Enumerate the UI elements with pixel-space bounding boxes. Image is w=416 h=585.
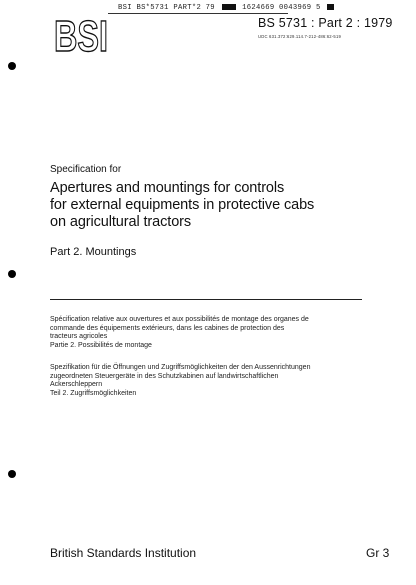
header-rule [108,13,288,14]
german-line: Teil 2. Zugriffsmöglichkeiten [50,389,137,397]
barcode-block-icon [222,4,236,10]
part-subtitle: Part 2. Mountings [50,246,137,258]
spec-for-label: Specification for [50,164,122,175]
catalogue-code-part3: 1624669 0043969 5 [242,4,321,12]
publisher-name: British Standards Institution [50,546,197,560]
french-title [50,316,370,350]
catalogue-code-part1: BSI BS*5731 [118,4,169,12]
standard-number: BS 5731 : Part 2 : 1979 [258,16,393,30]
french-line: tracteurs agricoles [50,333,108,341]
german-line: Ackerschleppern [50,381,103,389]
bsi-logo [52,12,110,61]
german-title [50,364,370,398]
title-line: for external equipments in protective cabs [50,197,315,213]
french-line: Spécification relative aux ouvertures et aux possibilités de montage des organes de [50,316,309,323]
german-line: zugeordneten Steuergeräte in des Schutzkabinen auf landwirtschaftlichen [50,372,279,380]
divider [50,299,362,300]
punch-hole [8,470,16,478]
catalogue-code-part2: PART*2 79 [173,4,215,12]
catalogue-code [118,4,336,12]
punch-hole [8,270,16,278]
svg-text:BSI: BSI [54,12,108,61]
punch-hole [8,62,16,70]
french-line: Partie 2. Possibilités de montage [50,341,152,349]
title-line: on agricultural tractors [50,214,192,230]
french-line: commande des équipements extérieurs, dans les cabines de protection des [50,324,285,332]
barcode-block-icon [327,4,334,10]
german-line: Spezifikation für die Öffnungen und Zugriffsmöglichkeiten der den Aussenrichtungen [50,364,311,371]
price-group: Gr 3 [366,546,390,560]
udc-line: UDC 631.372:629.114.7-212-486:62-519 [258,34,342,39]
document-title [50,180,380,231]
title-line: Apertures and mountings for controls [50,180,285,196]
